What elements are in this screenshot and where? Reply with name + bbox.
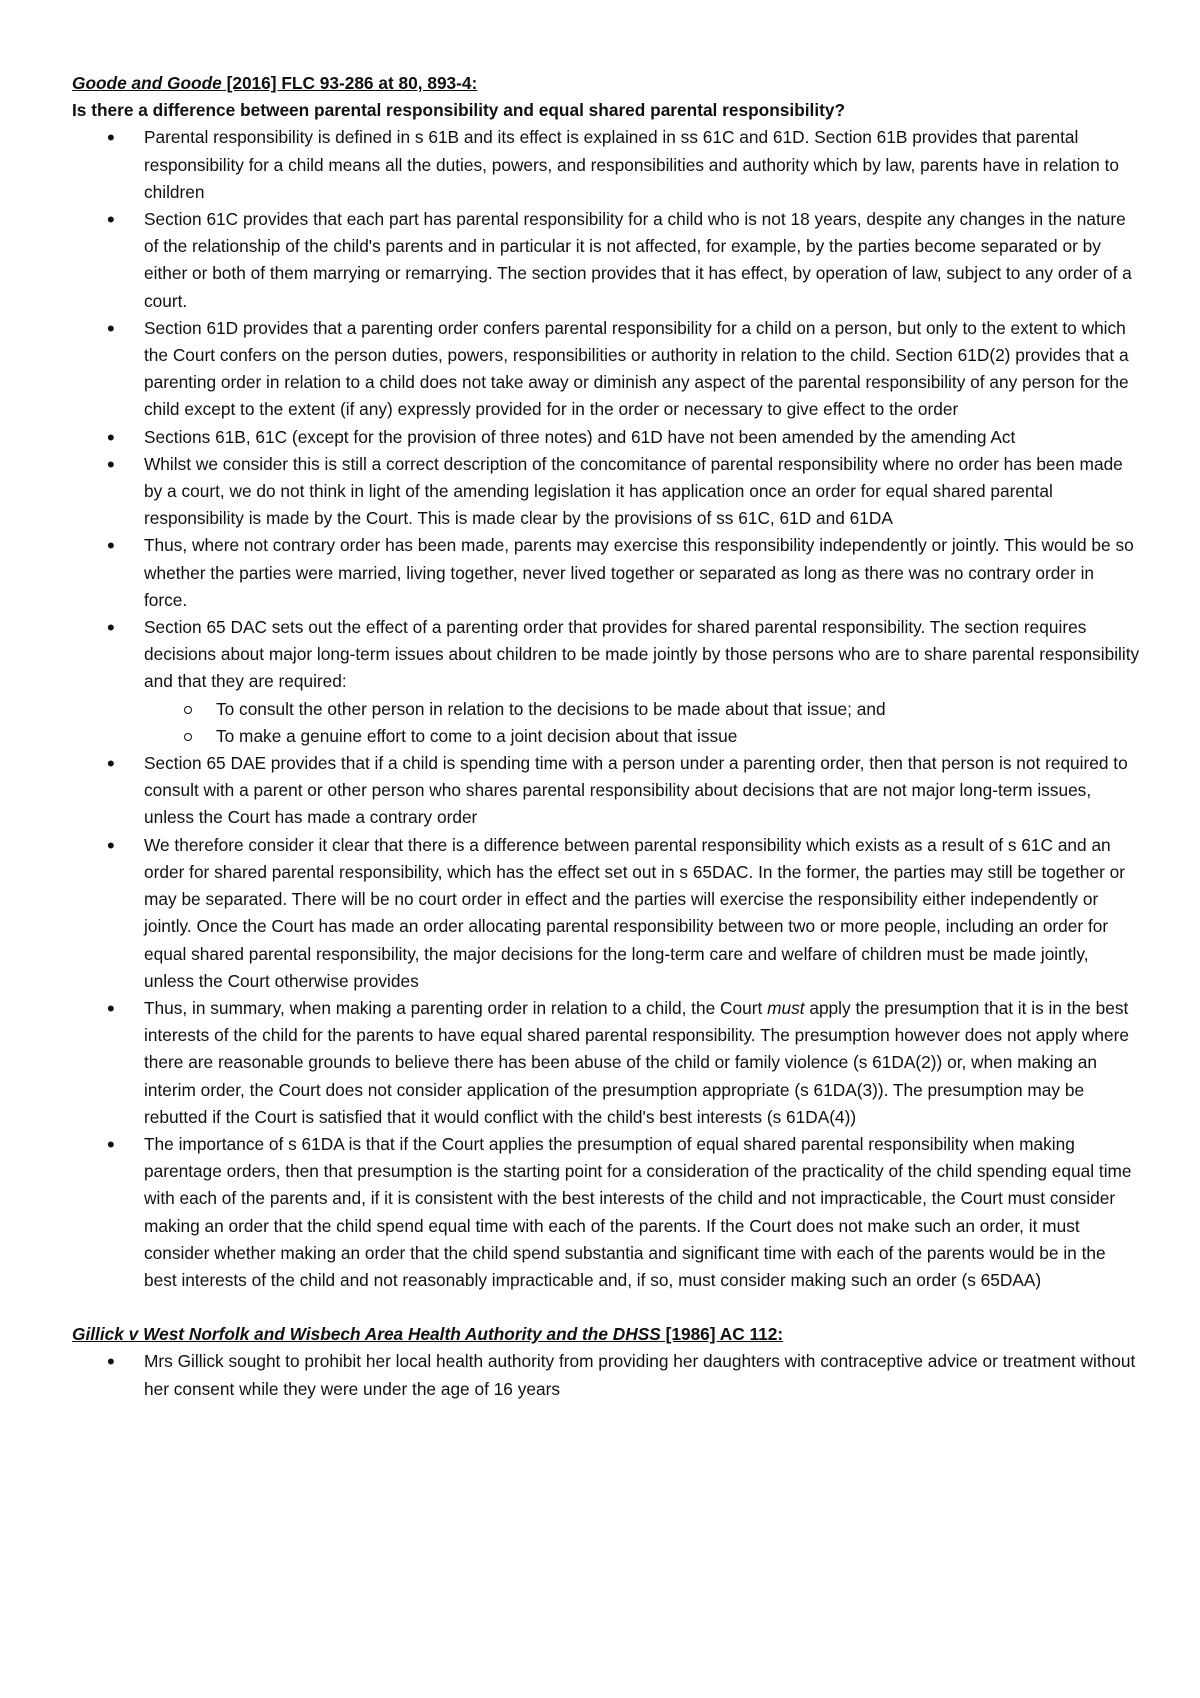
- sub-bullet-list: [144, 696, 1142, 750]
- case-citation: [2016] FLC 93-286 at 80, 893-4:: [221, 73, 478, 93]
- list-item-text: Mrs Gillick sought to prohibit her local health authority from providing her daughters with contraceptive advice or treatment without her consent while they were under the age of 16 years: [144, 1351, 1136, 1399]
- list-item-text: apply the presumption that it is in the best interests of the child for the parents to have equal shared parental responsibility. The presumption however does not apply where there are reasonable grounds to believe there has been abuse of the child or family violence (s 61DA(2)) or, when making an interim order, the Court does not consider application of the presumption appropriate (s 61DA(3)). The presumption may be rebutted if the Court is satisfied that it would conflict with the child's best interests (s 61DA(4)): [144, 997, 1129, 1127]
- list-item: [72, 832, 1142, 995]
- bullet-icon: •: [107, 751, 115, 777]
- circle-bullet-icon: [184, 706, 192, 714]
- bullet-icon: •: [107, 125, 115, 151]
- sub-list-item-text: To make a genuine effort to come to a joint decision about that issue: [216, 725, 738, 746]
- bullet-icon: •: [107, 207, 115, 233]
- section-spacer: [72, 1294, 1142, 1321]
- case-heading-gillick: [72, 1321, 1142, 1348]
- bullet-icon: •: [107, 995, 115, 1021]
- list-item-text: Parental responsibility is defined in s 61B and its effect is explained in ss 61C and 61D. Section 61B provides that parental responsibility for a child means all the duties, powers, and responsibilities and authority which by law, parents have in relation to children: [144, 127, 1119, 202]
- list-item-text: Section 65 DAC sets out the effect of a parenting order that provides for shared parental responsibility. The section requires decisions about major long-term issues about children to be made jointly by those persons who are to share parental responsibility and that they are required:: [144, 617, 1140, 692]
- bullet-icon: •: [107, 1131, 115, 1157]
- case-citation: [1986] AC 112:: [660, 1324, 784, 1345]
- document-page: [72, 70, 1142, 1403]
- list-item: [72, 1131, 1142, 1294]
- bullet-icon: •: [107, 451, 115, 477]
- bullet-icon: •: [107, 615, 115, 641]
- list-item: [72, 750, 1142, 832]
- list-item: [72, 995, 1142, 1131]
- emphasis-must: must: [767, 997, 805, 1018]
- list-item: [72, 451, 1142, 533]
- list-item-text: Section 65 DAE provides that if a child is spending time with a person under a parenting order, then that person is not required to consult with a parent or other person who shares parental responsibility about decisions that are not major long-term issues, unless the Court has made a contrary order: [144, 753, 1128, 828]
- bullet-icon: •: [107, 424, 115, 450]
- case-name: Gillick v West Norfolk and Wisbech Area Health Authority and the DHSS: [72, 1324, 661, 1345]
- list-item: [72, 206, 1142, 315]
- bullet-icon: •: [107, 832, 115, 858]
- list-item-text: The importance of s 61DA is that if the Court applies the presumption of equal shared parental responsibility when making parentage orders, then that presumption is the starting point for a consideration of the practicality of the child spending equal time with each of the parents and, if it is consistent with the best interests of the child and not impracticable, the Court must consider making an order that the child spend equal time with each of the parents. If the Court does not make such an order, it must consider whether making an order that the child spend substantia and significant time with each of the parents would be in the best interests of the child and not reasonably impracticable and, if so, must consider making such an order (s 65DAA): [144, 1133, 1132, 1290]
- issue-question: Is there a difference between parental responsibility and equal shared parental responsibility?: [72, 100, 846, 121]
- bullet-icon: •: [107, 1349, 115, 1375]
- list-item-text: We therefore consider it clear that there is a difference between parental responsibility which exists as a result of s 61C and an order for shared parental responsibility, which has the effect set out in s 65DAC. In the former, the parties may still be together or may be separated. There will be no court order in effect and the parties will exercise the responsibility either independently or jointly. Once the Court has made an order allocating parental responsibility between two or more people, including an order for equal shared parental responsibility, the major decisions for the long-term care and welfare of children must be made jointly, unless the Court otherwise provides: [144, 834, 1126, 991]
- bullet-icon: •: [107, 533, 115, 559]
- list-item-text: Section 61C provides that each part has parental responsibility for a child who is not 18 years, despite any changes in the nature of the relationship of the child's parents and in particular it is not affected, for example, by the parties become separated or by either or both of them marrying or remarrying. The section provides that it has effect, by operation of law, subject to any order of a court.: [144, 209, 1132, 311]
- list-item: [72, 424, 1142, 451]
- list-item: [72, 1348, 1142, 1402]
- case-heading-goode: [72, 70, 1142, 97]
- list-item: [72, 124, 1142, 206]
- sub-list-item-text: To consult the other person in relation to the decisions to be made about that issue; and: [216, 698, 886, 719]
- list-item: [72, 532, 1142, 614]
- bullet-list: [72, 124, 1142, 1294]
- list-item-text: Section 61D provides that a parenting order confers parental responsibility for a child on a person, but only to the extent to which the Court confers on the person duties, powers, responsibilities or authority in relation to the child. Section 61D(2) provides that a parenting order in relation to a child does not take away or diminish any aspect of the parental responsibility of any person for the child except to the extent (if any) expressly provided for in the order or necessary to give effect to the order: [144, 317, 1129, 420]
- circle-bullet-icon: [184, 733, 192, 741]
- list-item: [72, 614, 1142, 750]
- list-item-text: Thus, in summary, when making a parenting order in relation to a child, the Court: [144, 997, 768, 1018]
- bullet-icon: •: [107, 315, 115, 341]
- list-item-text: Sections 61B, 61C (except for the provision of three notes) and 61D have not been amended by the amending Act: [144, 426, 1016, 447]
- sub-list-item: [144, 696, 1142, 723]
- list-item-text: Thus, where not contrary order has been made, parents may exercise this responsibility independently or jointly. This would be so whether the parties were married, living together, never lived together or separated as long as there was no contrary order in force.: [144, 535, 1134, 610]
- case-name: Goode and Goode: [72, 73, 222, 93]
- bullet-list: [72, 1348, 1142, 1402]
- sub-list-item: [144, 723, 1142, 750]
- list-item: [72, 315, 1142, 424]
- list-item-text: Whilst we consider this is still a correct description of the concomitance of parental responsibility where no order has been made by a court, we do not think in light of the amending legislation it has application once an order for equal shared parental responsibility is made by the Court. This is made clear by the provisions of ss 61C, 61D and 61DA: [144, 453, 1123, 529]
